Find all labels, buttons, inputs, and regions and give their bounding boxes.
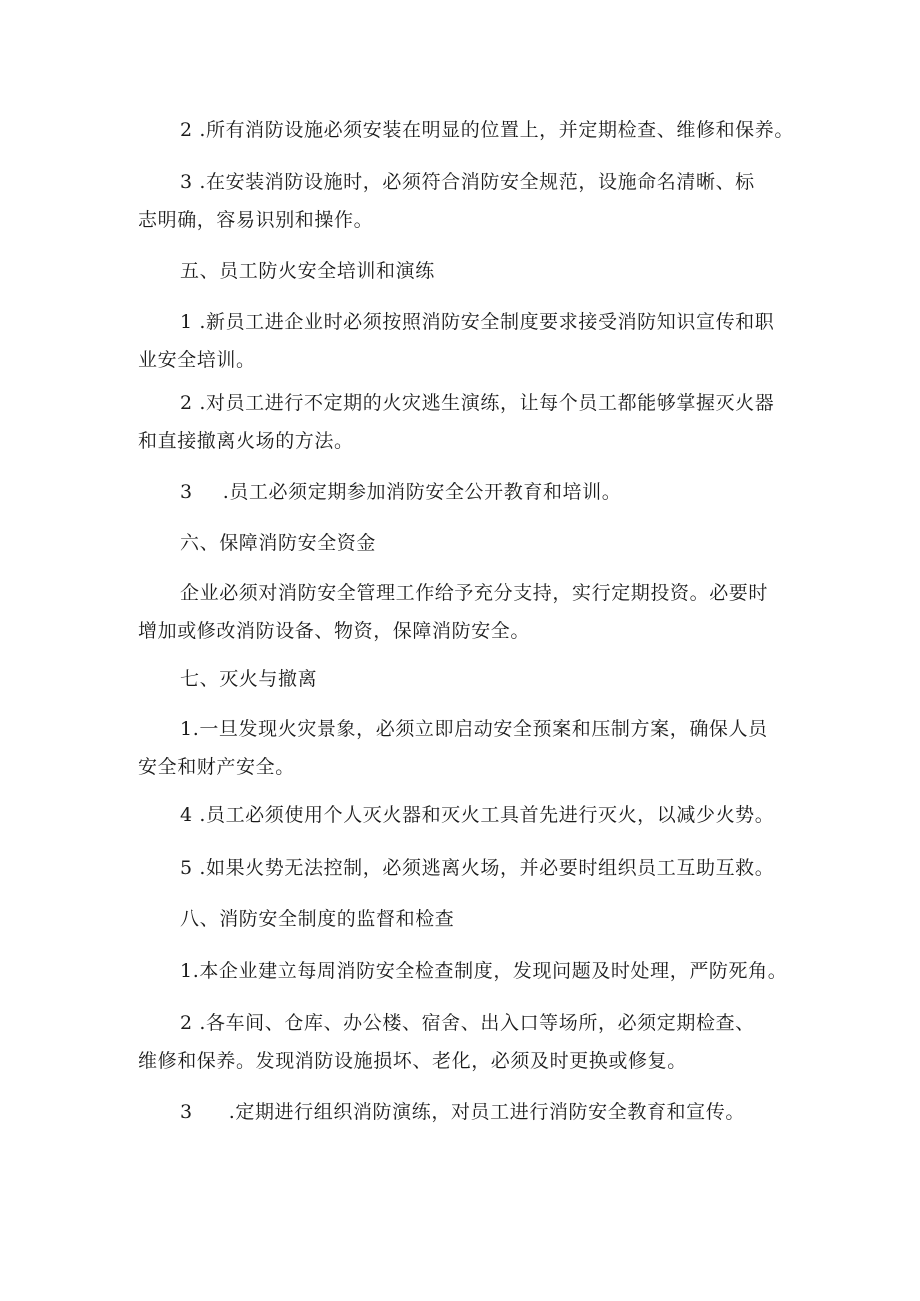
text-line: 业安全培训。 [138, 349, 256, 371]
paragraph-item-4-extinguish [138, 796, 810, 834]
text-line: 2 .对员工进行不定期的火灾逃生演练，让每个员工都能够掌握灭火器 [180, 392, 775, 414]
paragraph-item-1-weekly-check [138, 952, 810, 990]
text-line: 维修和保养。发现消防设施损坏、老化，必须及时更换或修复。 [138, 1050, 687, 1072]
section-heading-7 [138, 660, 810, 698]
text-line: 2 .所有消防设施必须安装在明显的位置上，并定期检查、维修和保养。 [180, 119, 794, 141]
text-line: 1.一旦发现火灾景象，必须立即启动安全预案和压制方案，确保人员 [180, 718, 768, 740]
section-heading-5 [138, 252, 810, 290]
section-heading-8 [138, 900, 810, 938]
text-line: 4 .员工必须使用个人灭火器和灭火工具首先进行灭火，以减少火势。 [180, 804, 775, 826]
paragraph-item-1-fire-response [138, 710, 810, 786]
paragraph-item-3-education [138, 473, 810, 511]
text-line: 3 .在安装消防设施时，必须符合消防安全规范，设施命名清晰、标 [180, 171, 755, 193]
item-number: 3 [180, 481, 193, 503]
item-text: .员工必须定期参加消防安全公开教育和培训。 [222, 481, 622, 503]
heading-text: 六、保障消防安全资金 [180, 532, 377, 554]
text-line: 增加或修改消防设备、物资，保障消防安全。 [138, 620, 531, 642]
section-heading-6 [138, 524, 810, 562]
text-line: 志明确，容易识别和操作。 [138, 209, 374, 231]
paragraph-item-3-installation [138, 163, 810, 239]
paragraph-item-2-facility-check [138, 1004, 810, 1080]
paragraph-item-2-drill [138, 384, 810, 460]
paragraph-funding [138, 574, 810, 650]
text-line: 2 .各车间、仓库、办公楼、宿舍、出入口等场所，必须定期检查、 [180, 1012, 755, 1034]
paragraph-item-3-drill-education [138, 1093, 810, 1131]
heading-text: 七、灭火与撤离 [180, 668, 318, 690]
text-line [138, 473, 810, 511]
paragraph-item-1-training [138, 303, 810, 379]
text-line: 企业必须对消防安全管理工作给予充分支持，实行定期投资。必要时 [180, 582, 769, 604]
text-line: 和直接撤离火场的方法。 [138, 430, 354, 452]
item-text: .定期进行组织消防演练，对员工进行消防安全教育和宣传。 [228, 1101, 745, 1123]
item-number: 3 [180, 1101, 193, 1123]
heading-text: 八、消防安全制度的监督和检查 [180, 908, 455, 930]
heading-text: 五、员工防火安全培训和演练 [180, 260, 435, 282]
paragraph-item-5-escape [138, 849, 810, 887]
text-line: 5 .如果火势无法控制，必须逃离火场，并必要时组织员工互助互救。 [180, 857, 775, 879]
text-line: 安全和财产安全。 [138, 756, 295, 778]
text-line: 1.本企业建立每周消防安全检查制度，发现问题及时处理，严防死角。 [180, 960, 788, 982]
text-line [138, 1093, 810, 1131]
paragraph-item-2-facilities [138, 111, 810, 149]
text-line: 1 .新员工进企业时必须按照消防安全制度要求接受消防知识宣传和职 [180, 311, 775, 333]
